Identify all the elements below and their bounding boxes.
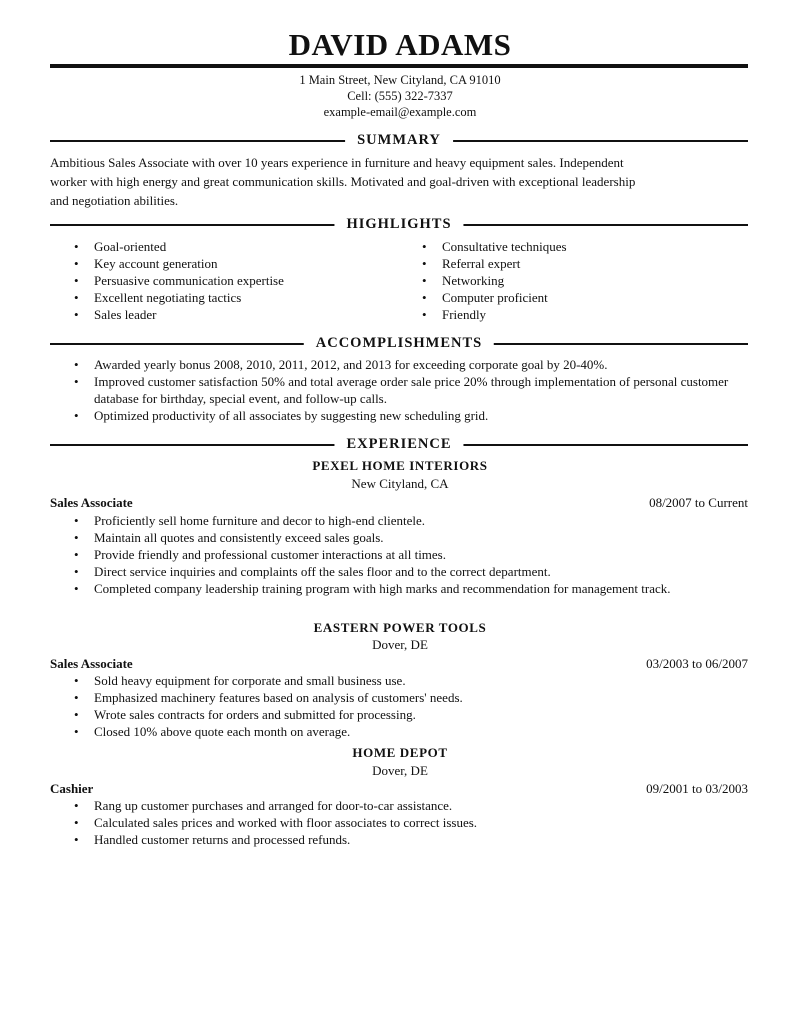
highlight-item: • Computer proficient	[398, 289, 567, 306]
highlight-item: • Networking	[398, 272, 567, 289]
highlight-item: • Goal-oriented	[50, 238, 284, 255]
job-company: PEXEL HOME INTERIORS	[312, 458, 488, 473]
job-bullets	[50, 797, 740, 848]
job-bullets	[50, 512, 740, 597]
job-title-row	[50, 494, 748, 511]
job-role: Sales Associate	[50, 656, 133, 671]
section-experience-heading	[50, 434, 748, 454]
job-location: Dover, DE	[372, 637, 428, 652]
summary-line: and negotiation abilities.	[50, 193, 179, 208]
highlights-right-column	[398, 238, 567, 323]
job-company: EASTERN POWER TOOLS	[313, 620, 487, 635]
job-bullet: • Completed company leadership training program with high marks and recommendation for management track.	[50, 580, 740, 597]
highlights-left-column	[50, 238, 284, 323]
accomplishment-item: • Improved customer satisfaction 50% and total average order sale price 20% through implementation of personal customer database for birthday, special event, and follow-up calls.	[50, 373, 740, 407]
section-accomplishments-heading	[50, 333, 748, 353]
candidate-name: DAVID ADAMS	[288, 27, 512, 62]
job-company: HOME DEPOT	[352, 745, 448, 760]
highlight-item: • Referral expert	[398, 255, 567, 272]
contact-address: 1 Main Street, New Cityland, CA 91010	[299, 73, 501, 87]
accomplishment-item: • Awarded yearly bonus 2008, 2010, 2011, 2012, and 2013 for exceeding corporate goal by 20-40%.	[50, 356, 740, 373]
job-bullet: • Direct service inquiries and complaints off the sales floor and to the correct department.	[50, 563, 740, 580]
job-bullet: • Wrote sales contracts for orders and submitted for processing.	[50, 706, 740, 723]
job-bullet: • Calculated sales prices and worked with floor associates to correct issues.	[50, 814, 740, 831]
job-bullet: • Proficiently sell home furniture and decor to high-end clientele.	[50, 512, 740, 529]
job-role: Cashier	[50, 781, 94, 796]
contact-cell: Cell: (555) 322-7337	[347, 89, 453, 103]
accomplishment-item: • Optimized productivity of all associates by suggesting new scheduling grid.	[50, 407, 740, 424]
summary-line: Ambitious Sales Associate with over 10 years experience in furniture and heavy equipment sales. Independent	[50, 155, 624, 170]
section-summary-heading	[50, 130, 748, 150]
job-role: Sales Associate	[50, 495, 133, 510]
highlight-item: • Consultative techniques	[398, 238, 567, 255]
job-dates: 08/2007 to Current	[649, 495, 748, 510]
section-title: SUMMARY	[345, 131, 453, 149]
job-bullet: • Provide friendly and professional customer interactions at all times.	[50, 546, 740, 563]
job-location: New Cityland, CA	[351, 476, 449, 491]
job-bullet: • Emphasized machinery features based on analysis of customers' needs.	[50, 689, 740, 706]
summary-line: worker with high energy and great communication skills. Motivated and goal-driven with exceptional leadership	[50, 174, 636, 189]
job-location: Dover, DE	[372, 763, 428, 778]
job-bullet: • Handled customer returns and processed refunds.	[50, 831, 740, 848]
job-bullet: • Sold heavy equipment for corporate and small business use.	[50, 672, 740, 689]
job-title-row	[50, 655, 748, 672]
section-title: EXPERIENCE	[334, 435, 463, 453]
job-dates: 03/2003 to 06/2007	[646, 656, 748, 671]
highlight-item: • Sales leader	[50, 306, 284, 323]
job-bullet: • Maintain all quotes and consistently exceed sales goals.	[50, 529, 740, 546]
summary-text	[50, 153, 750, 210]
job-dates: 09/2001 to 03/2003	[646, 781, 748, 796]
highlight-item: • Key account generation	[50, 255, 284, 272]
job-bullets	[50, 672, 740, 740]
job-bullet: • Rang up customer purchases and arranged for door-to-car assistance.	[50, 797, 740, 814]
job-title-row	[50, 780, 748, 797]
job-bullet: • Closed 10% above quote each month on average.	[50, 723, 740, 740]
contact-email: example-email@example.com	[323, 105, 477, 119]
accomplishments-list	[50, 356, 740, 424]
highlight-item: • Excellent negotiating tactics	[50, 289, 284, 306]
section-highlights-heading	[50, 214, 748, 234]
highlight-item: • Persuasive communication expertise	[50, 272, 284, 289]
section-title: HIGHLIGHTS	[334, 215, 463, 233]
header-divider	[50, 64, 748, 68]
highlight-item: • Friendly	[398, 306, 567, 323]
section-title: ACCOMPLISHMENTS	[304, 334, 494, 352]
